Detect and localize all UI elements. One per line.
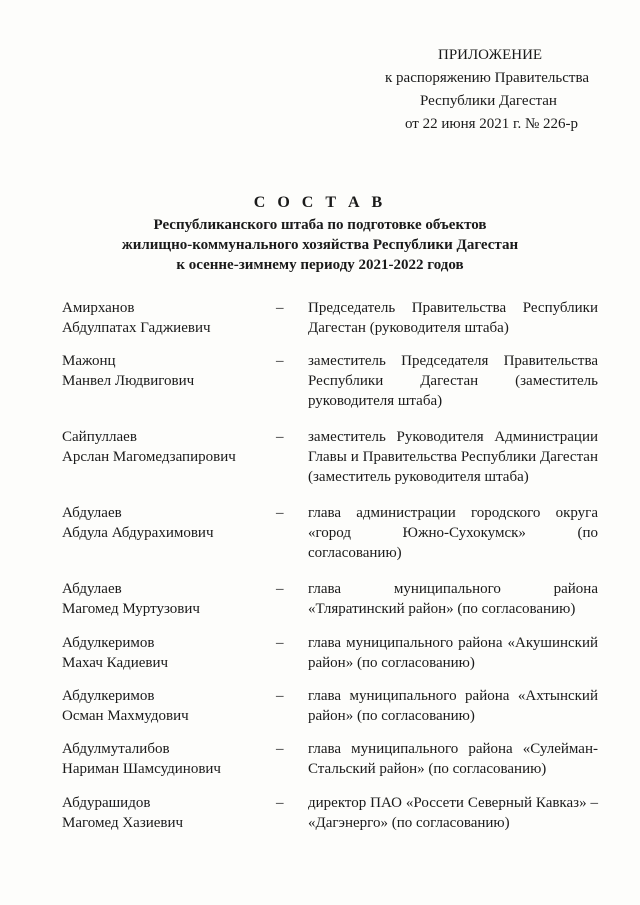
member-given-names: Манвел Людвигович xyxy=(62,373,195,389)
member-dash: – xyxy=(276,635,284,651)
document-heading xyxy=(40,193,600,275)
member-row xyxy=(62,503,602,563)
heading-line-2: жилищно-коммунального хозяйства Республики Дагестан xyxy=(121,237,519,253)
members-list xyxy=(62,298,602,833)
member-surname: Абдулкеримов xyxy=(62,635,155,651)
appendix-title: ПРИЛОЖЕНИЕ xyxy=(438,47,543,63)
member-given-names: Абдула Абдурахимович xyxy=(62,525,214,541)
member-given-names: Магомед Хазиевич xyxy=(62,815,184,831)
member-row xyxy=(62,686,602,726)
member-row xyxy=(62,298,602,338)
heading-line-3: к осенне-зимнему периоду 2021-2022 годов xyxy=(176,257,464,273)
member-dash: – xyxy=(276,581,284,597)
member-row xyxy=(62,427,602,487)
member-name xyxy=(62,633,276,673)
member-surname: Абдулкеримов xyxy=(62,688,155,704)
member-given-names: Магомед Муртузович xyxy=(62,601,200,617)
member-name xyxy=(62,298,276,338)
appendix-line-1: к распоряжению Правительства xyxy=(385,70,590,86)
member-dash: – xyxy=(276,300,284,316)
member-role: глава муниципального района «Ахтынский район» (по согласованию) xyxy=(308,688,598,724)
member-surname: Амирханов xyxy=(62,300,135,316)
appendix-line-2: Республики Дагестан xyxy=(420,93,557,109)
member-role: заместитель Руководителя Администрации Главы и Правительства Республики Дагестан (заместитель руководителя штаба) xyxy=(308,429,598,485)
member-row xyxy=(62,579,602,619)
member-given-names: Осман Махмудович xyxy=(62,708,189,724)
member-role: глава муниципального района «Тляратинский район» (по согласованию) xyxy=(308,581,598,617)
member-given-names: Нариман Шамсудинович xyxy=(62,761,221,777)
member-role: заместитель Председателя Правительства Республики Дагестан (заместитель руководителя штаба) xyxy=(308,353,598,409)
member-row xyxy=(62,739,602,779)
member-surname: Абдурашидов xyxy=(62,795,151,811)
member-name xyxy=(62,427,276,487)
member-name xyxy=(62,503,276,563)
member-dash: – xyxy=(276,429,284,445)
member-surname: Абдулмуталибов xyxy=(62,741,170,757)
member-row xyxy=(62,633,602,673)
document-title: С О С Т А В xyxy=(253,194,387,211)
member-name xyxy=(62,686,276,726)
heading-line-1: Республиканского штаба по подготовке объектов xyxy=(153,217,487,233)
member-role: глава администрации городского округа «город Южно-Сухокумск» (по согласованию) xyxy=(308,505,598,561)
member-dash: – xyxy=(276,741,284,757)
member-name xyxy=(62,793,276,833)
member-dash: – xyxy=(276,505,284,521)
member-role: Председатель Правительства Республики Дагестан (руководителя штаба) xyxy=(308,300,598,336)
member-surname: Абдулаев xyxy=(62,505,122,521)
member-name xyxy=(62,739,276,779)
member-name xyxy=(62,351,276,411)
member-name xyxy=(62,579,276,619)
member-surname: Мажонц xyxy=(62,353,116,369)
member-role: глава муниципального района «Сулейман-Стальский район» (по согласованию) xyxy=(308,741,598,777)
member-dash: – xyxy=(276,795,284,811)
member-surname: Абдулаев xyxy=(62,581,122,597)
member-dash: – xyxy=(276,353,284,369)
member-given-names: Абдулпатах Гаджиевич xyxy=(62,320,211,336)
member-given-names: Арслан Магомедзапирович xyxy=(62,449,236,465)
appendix-line-3: от 22 июня 2021 г. № 226-р xyxy=(405,116,579,132)
member-role: директор ПАО «Россети Северный Кавказ» – «Дагэнерго» (по согласованию) xyxy=(308,795,598,831)
member-surname: Сайпуллаев xyxy=(62,429,137,445)
member-row xyxy=(62,351,602,411)
member-row xyxy=(62,793,602,833)
member-role: глава муниципального района «Акушинский район» (по согласованию) xyxy=(308,635,598,671)
member-given-names: Махач Кадиевич xyxy=(62,655,169,671)
appendix-block xyxy=(380,44,616,136)
member-dash: – xyxy=(276,688,284,704)
